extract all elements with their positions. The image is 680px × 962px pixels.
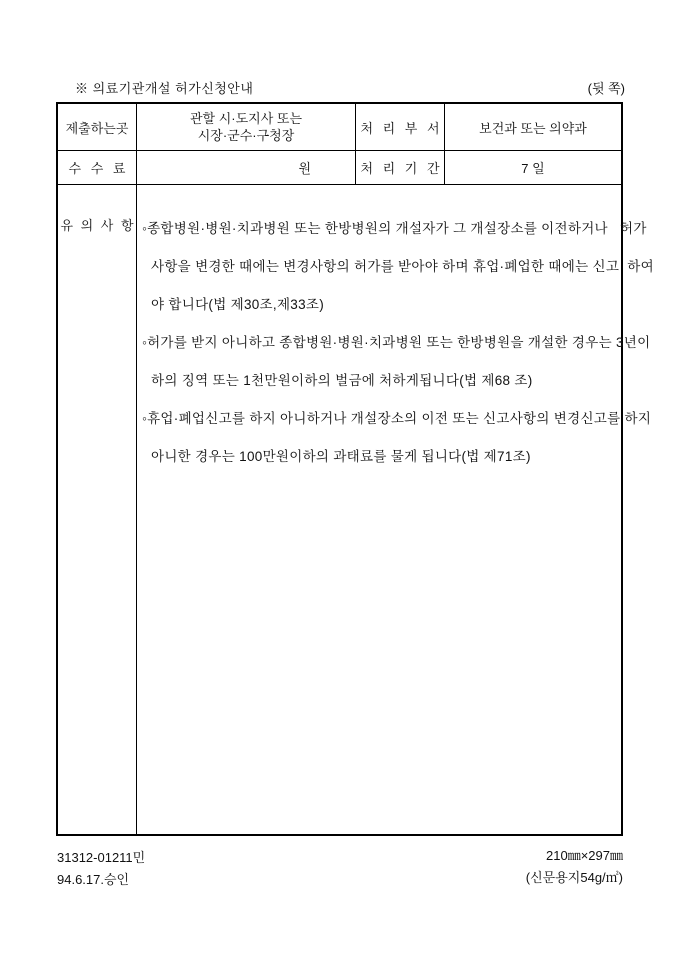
notice-line: 사항을 변경한 때에는 변경사항의 허가를 받아야 하며 휴업·폐업한 때에는 신고 하여	[151, 259, 654, 274]
processing-period-value: 7 일	[445, 151, 621, 185]
submit-to-value-line1: 관할 시·도지사 또는	[189, 111, 303, 126]
form-title: ※ 의료기관개설 허가신청안내	[75, 81, 254, 96]
notice-line: ◦허가를 받지 아니하고 종합병원·병원·치과병원 또는 한방병원을 개설한 경우는 3년이	[142, 335, 651, 350]
paper-type: (신문용지54g/㎡)	[525, 870, 623, 885]
notice-body	[137, 185, 654, 834]
submit-to-value-line2: 시장·군수·구청장	[197, 128, 295, 143]
guide-table	[56, 102, 654, 836]
submit-to-value	[137, 104, 356, 151]
notice-line: 하의 징역 또는 1천만원이하의 벌금에 처하게됩니다(법 제68 조)	[151, 373, 533, 388]
paper-size: 210㎜×297㎜	[546, 848, 623, 863]
notice-line: 아니한 경우는 100만원이하의 과태료를 물게 됩니다(법 제71조)	[151, 449, 531, 464]
fee-value: 원	[137, 151, 356, 185]
notice-line: ◦휴업·폐업신고를 하지 아니하거나 개설장소의 이전 또는 신고사항의 변경신고를 하지	[142, 411, 652, 426]
back-side-label: (뒷 쪽)	[587, 81, 625, 96]
processing-dept-value: 보건과 또는 의약과	[445, 104, 621, 151]
processing-dept-label: 처 리 부 서	[356, 104, 445, 151]
form-number: 31312-01211민	[57, 850, 146, 865]
notice-line: 야 합니다(법 제30조,제33조)	[151, 297, 325, 312]
fee-label: 수 수 료	[58, 151, 137, 185]
notice-label: 유 의 사 항	[58, 185, 137, 834]
notice-line: ◦종합병원·병원·치과병원 또는 한방병원의 개설자가 그 개설장소를 이전하거나 허가	[142, 221, 647, 236]
submit-to-label: 제출하는곳	[58, 104, 137, 151]
processing-period-label: 처 리 기 간	[356, 151, 445, 185]
approval-date: 94.6.17.승인	[57, 872, 130, 887]
